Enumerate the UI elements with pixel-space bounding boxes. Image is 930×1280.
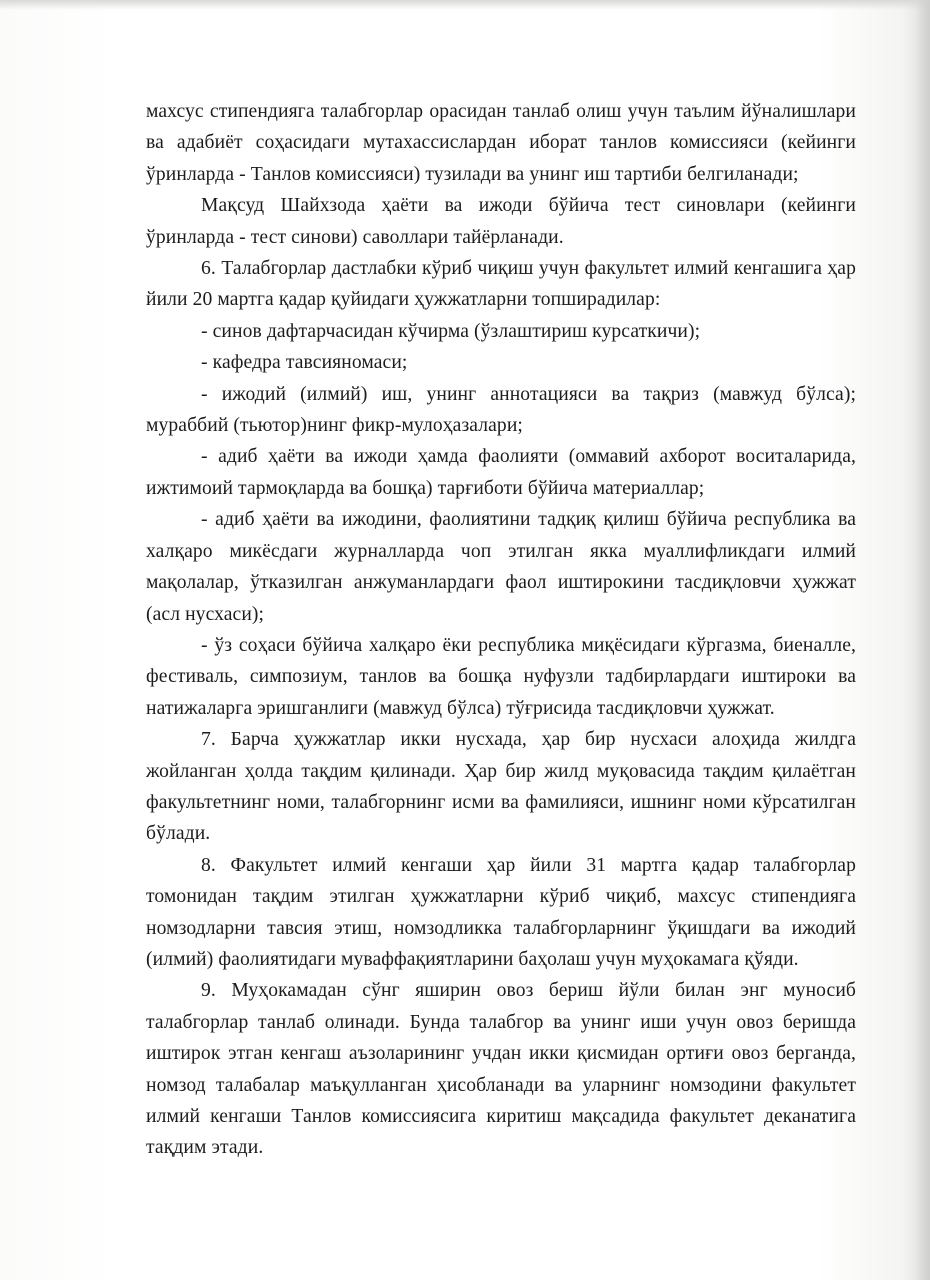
paragraph-continuation: махсус стипендияга талабгорлар орасидан танлаб олиш учун таълим йўналишлари ва адабиёт соҳасидаги мутахассислардан иборат танлов комиссияси (кейинги ўринларда - Танлов комиссияси) тузилади ва унинг иш тартиби белгиланади; [146, 101, 856, 185]
list-item-recommendation: - кафедра тавсияномаси; [201, 352, 408, 374]
paragraph-item-7: 7. Барча ҳужжатлар икки нусхада, ҳар бир нусхаси алоҳида жилдга жойланган ҳолда тақдим қилинади. Ҳар бир жилд муқовасида тақдим қилаётган факультетнинг номи, талабгорнинг исми ва фамилияси, ишнинг номи кўрсатилган бўлади. [146, 729, 856, 845]
paragraph-item-6: 6. Талабгорлар дастлабки кўриб чиқиш учун факультет илмий кенгашига ҳар йили 20 мартга қадар қуйидаги ҳужжатларни топширадилар: [146, 258, 856, 311]
list-item-creative-work: - ижодий (илмий) иш, унинг аннотацияси ва тақриз (мавжуд бўлса); мураббий (тьютор)нинг фикр-мулоҳазалари; [146, 383, 856, 437]
page-top-edge [0, 0, 930, 10]
list-item-promotion-materials: - адиб ҳаёти ва ижоди ҳамда фаолияти (оммавий ахборот воситаларида, ижтимоий тармоқларда ва бошқа) тарғиботи бўйича материаллар; [146, 446, 856, 499]
list-item-transcript: - синов дафтарчасидан кўчирма (ўзлаштириш курсаткичи); [201, 320, 701, 342]
list-item-achievements: - ўз соҳаси бўйича халқаро ёки республика миқёсидаги кўргазма, биеналле, фестиваль, симпозиум, танлов ва бошқа нуфузли тадбирлардаги иштироки ва натижаларга эришганлиги (мавжуд бўлса) тўғрисида тасдиқловчи ҳужжат. [146, 634, 856, 719]
paragraph-item-8: 8. Факультет илмий кенгаши ҳар йили 31 мартга қадар талабгорлар томонидан тақдим этилган ҳужжатларни кўриб чиқиб, махсус стипендияга номзодларни тавсия этиш, номзодликка талабгорларнинг ўқишдаги ва ижодий (илмий) фаолиятидаги муваффақиятларини баҳолаш учун муҳокамага қўяди. [146, 854, 856, 970]
paragraph-test-questions: Мақсуд Шайхзода ҳаёти ва ижоди бўйича тест синовлари (кейинги ўринларда - тест синови) саволлари тайёрланади. [146, 195, 856, 248]
page-right-edge [916, 0, 930, 1280]
document-body [146, 96, 856, 1164]
list-item-articles: - адиб ҳаёти ва ижодини, фаолиятини тадқиқ қилиш бўйича республика ва халқаро микёсдаги журналларда чоп этилган якка муаллифликдаги илмий мақолалар, ўтказилган анжуманлардаги фаол иштирокини тасдиқловчи ҳужжат (асл нусхаси); [146, 509, 856, 625]
paragraph-item-9: 9. Муҳокамадан сўнг яширин овоз бериш йўли билан энг муносиб талабгорлар танлаб олинади. Бунда талабгор ва унинг иши учун овоз беришда иштирок этган кенгаш аъзоларининг учдан икки қисмидан ортиғи овоз берганда, номзод талабалар маъқулланган ҳисобланади ва уларнинг номзодини факультет илмий кенгаши Танлов комиссиясига киритиш мақсадида факультет деканатига тақдим этади. [146, 980, 856, 1159]
